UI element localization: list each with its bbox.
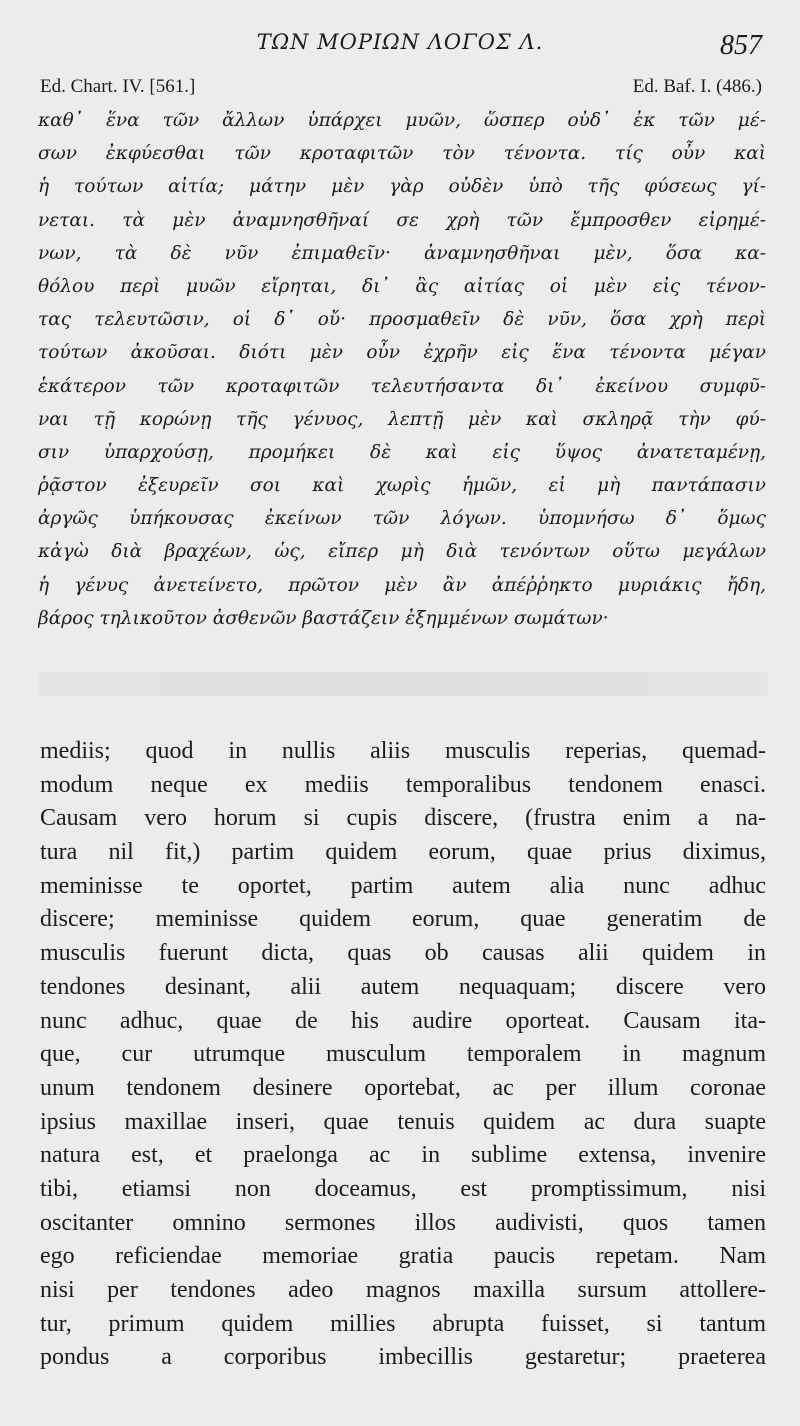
greek-text-line: ῥᾷστον ἐξευρεῖν σοι καὶ χωρὶς ἡμῶν, εἰ μὴ παντάπασιν bbox=[38, 475, 766, 497]
greek-text-block bbox=[38, 104, 766, 635]
latin-text-line: tibi, etiamsi non doceamus, est promptissimum, nisi bbox=[40, 1175, 766, 1202]
latin-text-line: tur, primum quidem millies abrupta fuisset, si tantum bbox=[40, 1310, 766, 1337]
latin-text-line: unum tendonem desinere oportebat, ac per illum coronae bbox=[40, 1074, 766, 1101]
latin-text-line: meminisse te oportet, partim autem alia nunc adhuc bbox=[40, 872, 766, 899]
edition-chartier-reference: Ed. Chart. IV. [561.] bbox=[40, 76, 196, 97]
latin-text-line: pondus a corporibus imbecillis gestaretur; praeterea bbox=[40, 1344, 766, 1371]
greek-text-line: σων ἐκφύεσθαι τῶν κροταφιτῶν τὸν τένοντα. τίς οὖν καὶ bbox=[38, 143, 766, 165]
latin-text-line: Causam vero horum si cupis discere, (frustra enim a na- bbox=[40, 805, 766, 832]
latin-text-line: tendones desinant, alii autem nequaquam; discere vero bbox=[40, 973, 766, 1000]
latin-text-block bbox=[40, 735, 766, 1375]
latin-text-line: nunc adhuc, quae de his audire oporteat. Causam ita- bbox=[40, 1007, 766, 1034]
latin-text-line: modum neque ex mediis temporalibus tendonem enasci. bbox=[40, 771, 766, 798]
latin-text-line: musculis fuerunt dicta, quas ob causas alii quidem in bbox=[40, 940, 766, 967]
greek-text-line: ἡ γένυς ἀνετείνετο, πρῶτον μὲν ἂν ἀπέῤῥηκτο μυριάκις ἤδη, bbox=[38, 574, 766, 596]
greek-text-line: τούτων ἀκοῦσαι. διότι μὲν οὖν ἐχρῆν εἰς ἕνα τένοντα μέγαν bbox=[38, 342, 766, 364]
greek-text-line: ναι τῇ κορώνῃ τῆς γένυος, λεπτῇ μὲν καὶ σκληρᾷ τὴν φύ- bbox=[38, 408, 766, 430]
greek-text-line: θόλου περὶ μυῶν εἴρηται, δι᾽ ἃς αἰτίας οἱ μὲν εἰς τένον- bbox=[38, 275, 766, 297]
running-head: ΤΩΝ ΜΟΡΙΩΝ ΛΟΓΟΣ Λ. bbox=[256, 30, 544, 54]
greek-text-line: βάρος τηλικοῦτον ἀσθενῶν βαστάζειν ἐξημμένων σωμάτων· bbox=[38, 607, 609, 629]
greek-text-line: ἑκάτερον τῶν κροταφιτῶν τελευτήσαντα δι᾽ ἐκείνου συμφῦ- bbox=[38, 375, 766, 397]
greek-text-line: καθ᾽ ἕνα τῶν ἄλλων ὑπάρχει μυῶν, ὥσπερ οὐδ᾽ ἐκ τῶν μέ- bbox=[38, 110, 766, 131]
edition-reference-line bbox=[40, 76, 762, 98]
latin-text-line: oscitanter omnino sermones illos audivisti, quos tamen bbox=[40, 1209, 766, 1236]
latin-text-line: discere; meminisse quidem eorum, quae generatim de bbox=[40, 906, 766, 933]
latin-text-line: nisi per tendones adeo magnos maxilla sursum attollere- bbox=[40, 1277, 766, 1303]
latin-text-line: ipsius maxillae inseri, quae tenuis quidem ac dura suapte bbox=[40, 1108, 766, 1135]
bleed-through-shadow bbox=[38, 672, 768, 696]
latin-text-line: que, cur utrumque musculum temporalem in magnum bbox=[40, 1041, 766, 1068]
greek-text-line: τας τελευτῶσιν, οἱ δ᾽ οὔ· προσμαθεῖν δὲ νῦν, ὅσα χρὴ περὶ bbox=[38, 309, 766, 331]
latin-text-line: natura est, et praelonga ac in sublime extensa, invenire bbox=[40, 1142, 766, 1169]
greek-text-line: νων, τὰ δὲ νῦν ἐπιμαθεῖν· ἀναμνησθῆναι μὲν, ὅσα κα- bbox=[38, 242, 766, 264]
page-number: 857 bbox=[720, 30, 762, 61]
greek-text-line: ἀργῶς ὑπήκουσας ἐκείνων τῶν λόγων. ὑπομνήσω δ᾽ ὅμως bbox=[38, 508, 766, 530]
edition-basel-reference: Ed. Baf. I. (486.) bbox=[632, 76, 762, 97]
greek-text-line: ἡ τούτων αἰτία; μάτην μὲν γὰρ οὐδὲν ὑπὸ τῆς φύσεως γί- bbox=[38, 176, 766, 198]
greek-text-line: σιν ὑπαρχούσῃ, προμήκει δὲ καὶ εἰς ὕψος ἀνατεταμένῃ, bbox=[38, 441, 766, 463]
latin-text-line: ego reficiendae memoriae gratia paucis repetam. Nam bbox=[40, 1243, 766, 1270]
latin-text-line: tura nil fit,) partim quidem eorum, quae prius diximus, bbox=[40, 839, 766, 866]
latin-text-line: mediis; quod in nullis aliis musculis reperias, quemad- bbox=[40, 738, 766, 764]
greek-text-line: κἀγὼ διὰ βραχέων, ὡς, εἴπερ μὴ διὰ τενόντων οὕτω μεγάλων bbox=[38, 541, 766, 563]
greek-text-line: νεται. τὰ μὲν ἀναμνησθῆναί σε χρὴ τῶν ἔμπροσθεν εἰρημέ- bbox=[38, 209, 766, 231]
